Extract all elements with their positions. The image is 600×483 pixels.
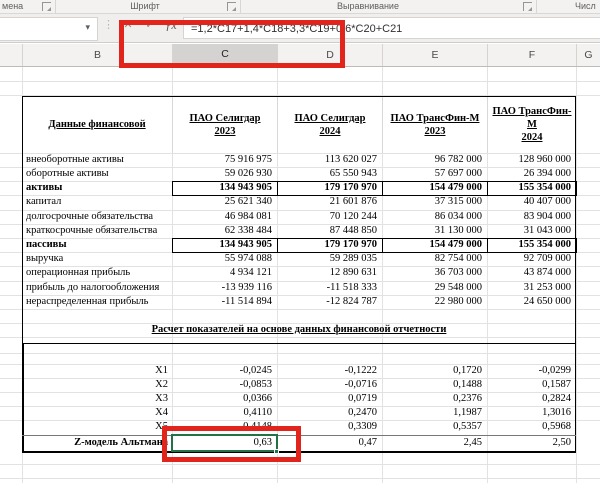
gridline-horizontal [0, 464, 600, 465]
company-header-line1: ПАО ТрансФин-М [390, 112, 480, 124]
enter-icon[interactable]: ✓ [145, 19, 155, 31]
active-cell-selection[interactable] [171, 434, 278, 452]
data-cell[interactable]: 24 650 000 [523, 295, 571, 307]
z-value-cell[interactable]: 0,63 [253, 436, 272, 448]
fill-handle[interactable] [274, 449, 279, 454]
data-cell[interactable]: 62 338 484 [224, 224, 272, 236]
data-cell[interactable]: 25 621 340 [224, 196, 272, 208]
company-header-line1: ПАО Селигдар [294, 112, 366, 124]
z-row-top-border [22, 435, 576, 436]
ratio-cell[interactable]: 0,5968 [542, 421, 571, 433]
column-header-C[interactable]: C [172, 44, 277, 66]
ribbon-strip [0, 0, 600, 13]
data-cell[interactable]: 75 916 975 [224, 153, 272, 165]
ratio-cell[interactable]: 0,2824 [542, 392, 571, 404]
gridline-horizontal [0, 337, 600, 338]
formula-bar-grip-icon: ⋮ [103, 19, 114, 31]
row-label[interactable]: капитал [26, 196, 62, 208]
ratio-cell[interactable]: -0,1222 [344, 364, 377, 376]
gridline-horizontal [0, 309, 600, 310]
column-header-G[interactable]: G [576, 44, 600, 66]
ribbon-group-number-label: Числ [575, 1, 596, 11]
data-cell[interactable]: 65 550 943 [329, 168, 377, 179]
data-cell[interactable]: 37 315 000 [434, 196, 482, 208]
row-label[interactable]: внеоборотные активы [26, 153, 124, 165]
data-cell[interactable]: 59 026 930 [224, 168, 272, 179]
ratio-cell[interactable]: -0,0716 [344, 378, 377, 390]
data-cell[interactable]: 128 960 000 [518, 153, 571, 165]
data-cell[interactable]: -11 514 894 [221, 295, 272, 307]
dialog-launcher-icon[interactable] [42, 2, 51, 11]
company-header-line2: 2023 [214, 125, 236, 137]
ratio-cell[interactable]: 0,3309 [348, 421, 377, 433]
name-box[interactable] [0, 17, 98, 41]
company-header-cell[interactable] [172, 97, 277, 153]
section-title: Расчет показателей на основе данных финансовой отчетности [151, 323, 447, 335]
ratio-cell[interactable]: 0,2470 [348, 407, 377, 419]
data-cell[interactable]: 96 782 000 [434, 153, 482, 165]
dialog-launcher-icon[interactable] [227, 2, 236, 11]
z-value-cell[interactable]: 0,47 [358, 436, 377, 448]
ratio-cell[interactable]: 0,4110 [243, 407, 272, 419]
gridline-horizontal [0, 478, 600, 479]
data-cell[interactable]: 134 943 905 [219, 239, 272, 250]
data-cell[interactable]: 29 548 000 [434, 281, 482, 293]
ratio-cell[interactable]: 1,1987 [453, 407, 482, 419]
cancel-icon[interactable]: ✕ [123, 19, 133, 31]
data-cell[interactable]: 83 904 000 [523, 210, 571, 222]
ratio-cell[interactable]: 0,0719 [348, 392, 377, 404]
data-cell[interactable]: 86 034 000 [434, 210, 482, 222]
z-row-label[interactable]: Z-модель Альтмана [74, 436, 168, 448]
data-cell[interactable]: 82 754 000 [434, 253, 482, 265]
data-cell[interactable]: -11 518 333 [326, 281, 377, 293]
ratio-row-label[interactable]: X1 [155, 364, 168, 376]
column-header-corner[interactable] [0, 44, 22, 66]
formula-bar-row [0, 13, 600, 43]
column-header-F[interactable]: F [487, 44, 576, 66]
row-label[interactable]: операционная прибыль [26, 267, 131, 279]
data-cell[interactable]: 22 980 000 [434, 295, 482, 307]
gridline-vertical [576, 67, 577, 483]
company-header-line2: 2024 [521, 132, 543, 143]
ratio-row-label[interactable]: X2 [155, 378, 168, 390]
row-label[interactable]: выручка [26, 253, 64, 265]
ratio-cell[interactable]: 0,1720 [453, 364, 482, 376]
data-cell[interactable]: 155 354 000 [518, 182, 571, 194]
gridline-horizontal [0, 353, 600, 354]
data-cell[interactable]: 4 934 121 [230, 267, 272, 279]
ribbon-separator [55, 0, 56, 13]
data-cell[interactable]: 179 170 970 [324, 182, 377, 194]
column-header-row [0, 44, 600, 67]
ratio-cell[interactable]: 0,0366 [243, 392, 272, 404]
data-cell[interactable]: 43 874 000 [523, 267, 571, 279]
data-cell[interactable]: -12 824 787 [326, 295, 377, 307]
data-cell[interactable]: 134 943 905 [219, 182, 272, 194]
data-cell[interactable]: 31 130 000 [434, 224, 482, 236]
data-cell[interactable]: 92 709 000 [523, 253, 571, 265]
ribbon-separator [536, 0, 537, 13]
gridline-horizontal [0, 81, 600, 82]
data-cell[interactable]: 21 601 876 [329, 196, 377, 208]
data-cell[interactable]: 46 984 081 [224, 210, 272, 222]
row-label[interactable]: оборотные активы [26, 168, 109, 179]
formula-input[interactable]: =1,2*C17+1,4*C18+3,3*C19+0,6*C20+C21 [183, 17, 600, 39]
data-cell[interactable]: 70 120 244 [329, 210, 377, 222]
data-cell[interactable]: 26 394 000 [523, 168, 571, 179]
company-header-line2: 2023 [424, 125, 446, 137]
insert-function-icon[interactable]: ƒx [165, 18, 177, 32]
z-value-cell[interactable]: 2,45 [463, 436, 482, 448]
data-cell[interactable]: 113 620 027 [324, 153, 377, 165]
ratio-cell[interactable]: 0,1488 [453, 378, 482, 390]
ribbon-group-font-label: Шрифт [130, 1, 160, 11]
company-header-cell[interactable] [487, 97, 576, 153]
z-value-cell[interactable]: 2,50 [552, 436, 571, 448]
row-label[interactable]: нераспределенная прибыль [26, 295, 149, 307]
ratio-cell[interactable]: -0,0245 [239, 364, 272, 376]
table-title-cell[interactable]: Данные финансовой [48, 119, 146, 130]
row-label[interactable]: пассивы [26, 239, 67, 250]
data-cell[interactable]: -13 939 116 [221, 281, 272, 293]
ratio-cell[interactable]: 0,5357 [453, 421, 482, 433]
row-label[interactable]: краткосрочные обязательства [26, 224, 158, 236]
data-cell[interactable]: 57 697 000 [434, 168, 482, 179]
row-label[interactable]: долгосрочные обязательства [26, 210, 154, 222]
company-header-line1: ПАО Селигдар [189, 112, 261, 124]
name-box-dropdown-icon[interactable]: ▾ [85, 22, 90, 32]
ratio-cell[interactable]: 1,3016 [542, 407, 571, 419]
data-cell[interactable]: 154 479 000 [429, 182, 482, 194]
z-row-bottom-border [22, 451, 576, 454]
data-cell[interactable]: 31 253 000 [523, 281, 571, 293]
ribbon-separator [240, 0, 241, 13]
company-header-cell[interactable] [277, 97, 382, 153]
data-cell[interactable]: 36 703 000 [434, 267, 482, 279]
data-cell[interactable]: 59 289 035 [329, 253, 377, 265]
ratio-cell[interactable]: -0,0853 [239, 378, 272, 390]
ratio-row-label[interactable]: X5 [155, 421, 168, 433]
ribbon-group-alignment-label: Выравнивание [337, 1, 399, 11]
company-header-line1: ПАО ТрансФин-М [492, 106, 572, 130]
ratio-cell[interactable]: -0,0299 [538, 364, 571, 376]
data-cell[interactable]: 55 974 088 [224, 253, 272, 265]
row-label[interactable]: прибыль до налогообложения [26, 281, 160, 293]
data-cell[interactable]: 12 890 631 [329, 267, 377, 279]
column-header-D[interactable]: D [277, 44, 382, 66]
company-header-line2: 2024 [319, 125, 341, 137]
ratio-cell[interactable]: 0,4148 [243, 421, 272, 433]
data-cell[interactable]: 179 170 970 [324, 239, 377, 250]
data-cell[interactable]: 87 448 850 [329, 224, 377, 236]
data-cell[interactable]: 155 354 000 [518, 239, 571, 250]
ratio-row-label[interactable]: X4 [155, 407, 168, 419]
column-header-E[interactable]: E [382, 44, 487, 66]
column-header-B[interactable]: B [22, 44, 172, 66]
ratio-cell[interactable]: 0,1587 [542, 378, 571, 390]
table-header-block [22, 97, 576, 153]
company-header-cell[interactable] [382, 97, 487, 153]
ratio-row-label[interactable]: X3 [155, 392, 168, 404]
data-cell[interactable]: 40 407 000 [523, 196, 571, 208]
dialog-launcher-icon[interactable] [523, 2, 532, 11]
ribbon-group-clipboard-label: мена [2, 1, 24, 11]
row-label[interactable]: активы [26, 182, 63, 194]
data-cell[interactable]: 31 043 000 [523, 224, 571, 236]
ratio-cell[interactable]: 0,2376 [453, 392, 482, 404]
data-cell[interactable]: 154 479 000 [429, 239, 482, 250]
